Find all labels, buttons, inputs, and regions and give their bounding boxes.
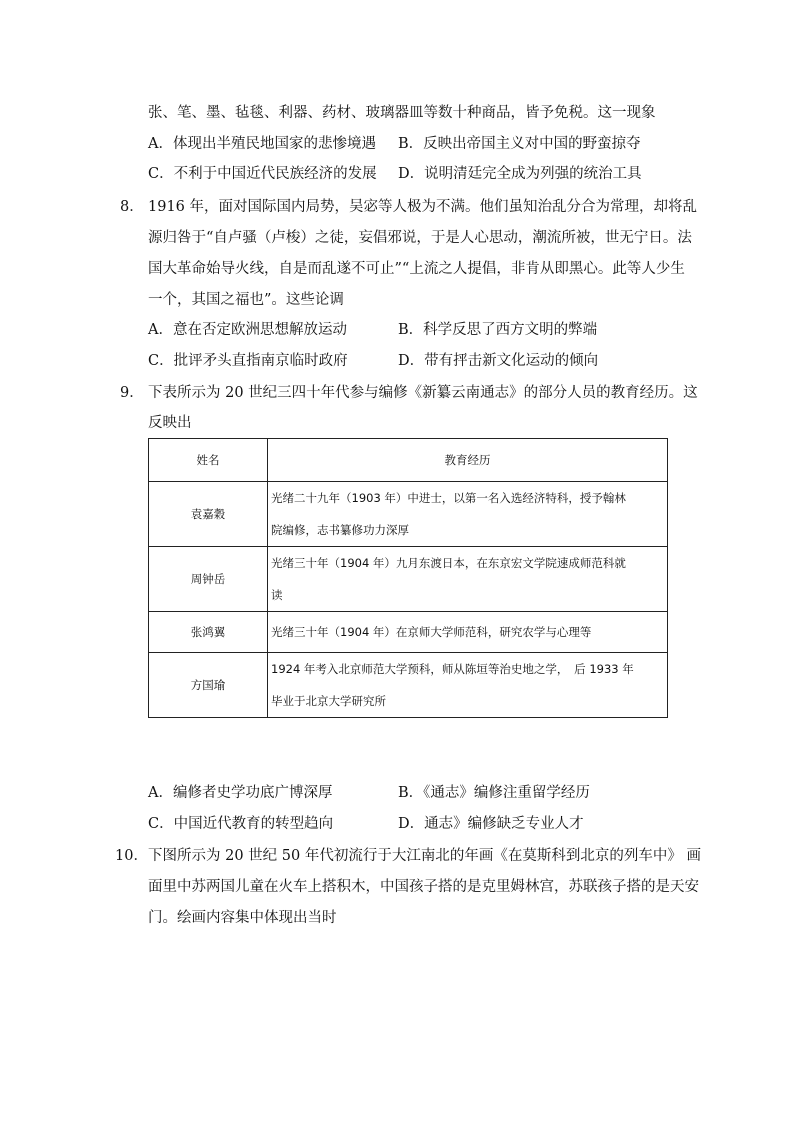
person-name: 袁嘉穀: [149, 482, 268, 547]
q8-line-4: 一个，其国之福也”。这些论调: [148, 292, 344, 308]
education-cell: [268, 653, 668, 718]
q9-option-a: A．编修者史学功底广博深厚: [148, 785, 333, 801]
education-cell: [268, 482, 668, 547]
q8-line-3: 国大革命始导火线，自是而乱遂不可止”“上流之人提倡，非肯从即黑心。此等人少生: [148, 261, 685, 277]
q10-line-1: 下图所示为 20 世纪 50 年代初流行于大江南北的年画《在莫斯科到北京的列车中》 画: [148, 848, 701, 864]
q7-stem-tail: 张、笔、墨、毡毯、利器、药材、玻璃器皿等数十种商品，皆予免税。这一现象: [148, 105, 656, 121]
table-row: [149, 547, 668, 612]
q9-option-b: B．《通志》编修注重留学经历: [398, 785, 590, 801]
header-education: 教育经历: [268, 439, 668, 482]
education-line: 毕业于北京大学研究所: [271, 694, 386, 708]
education-table: [148, 438, 668, 718]
education-line: 光绪二十九年（1903 年）中进士，以第一名入选经济特科，授予翰林: [271, 491, 626, 505]
q7-option-b: B．反映出帝国主义对中国的野蛮掠夺: [398, 136, 641, 152]
q9-option-c: C．中国近代教育的转型趋向: [148, 816, 334, 832]
header-name: 姓名: [149, 439, 268, 482]
education-cell: [268, 612, 668, 653]
person-name: 方国瑜: [149, 653, 268, 718]
education-line: 1924 年考入北京师范大学预科，师从陈垣等治史地之学， 后 1933 年: [271, 662, 634, 676]
person-name: 周钟岳: [149, 547, 268, 612]
table-row: [149, 482, 668, 547]
education-line: 院编修，志书纂修功力深厚: [271, 523, 409, 537]
table-row: [149, 612, 668, 653]
q10-number: 10．: [115, 848, 148, 864]
q7-option-c: C．不利于中国近代民族经济的发展: [148, 166, 377, 182]
q9-option-d: D．通志》编修缺乏专业人才: [398, 816, 584, 832]
q8-number: 8．: [120, 199, 144, 215]
table-row: [149, 653, 668, 718]
q9-line-1: 下表所示为 20 世纪三四十年代参与编修《新纂云南通志》的部分人员的教育经历。这: [148, 385, 698, 401]
q9-line-2: 反映出: [148, 415, 192, 431]
q7-option-d: D．说明清廷完全成为列强的统治工具: [398, 166, 642, 182]
education-cell: [268, 547, 668, 612]
education-line: 光绪三十年（1904 年）在京师大学师范科，研究农学与心理等: [271, 625, 592, 639]
q8-line-2: 源归咎于“自卢骚（卢梭）之徒，妄倡邪说，于是人心思动，潮流所被，世无宁日。法: [148, 230, 692, 246]
education-line: 光绪三十年（1904 年）九月东渡日本，在东京宏文学院速成师范科就: [271, 556, 626, 570]
q8-option-c: C．批评矛头直指南京临时政府: [148, 353, 348, 369]
q8-option-a: A．意在否定欧洲思想解放运动: [148, 322, 347, 338]
q8-option-b: B．科学反思了西方文明的弊端: [398, 322, 598, 338]
q8-option-d: D．带有抨击新文化运动的倾向: [398, 353, 599, 369]
q10-line-2: 面里中苏两国儿童在火车上搭积木，中国孩子搭的是克里姆林宫，苏联孩子搭的是天安: [148, 879, 699, 895]
q9-number: 9．: [120, 385, 144, 401]
person-name: 张鸿翼: [149, 612, 268, 653]
q8-line-1: 1916 年，面对国际国内局势，吴宓等人极为不满。他们虽知治乱分合为常理，却将乱: [148, 199, 698, 215]
q10-line-3: 门。绘画内容集中体现出当时: [148, 910, 337, 926]
table-header-row: [149, 439, 668, 482]
q7-option-a: A．体现出半殖民地国家的悲惨境遇: [148, 136, 376, 152]
education-line: 读: [271, 588, 283, 602]
